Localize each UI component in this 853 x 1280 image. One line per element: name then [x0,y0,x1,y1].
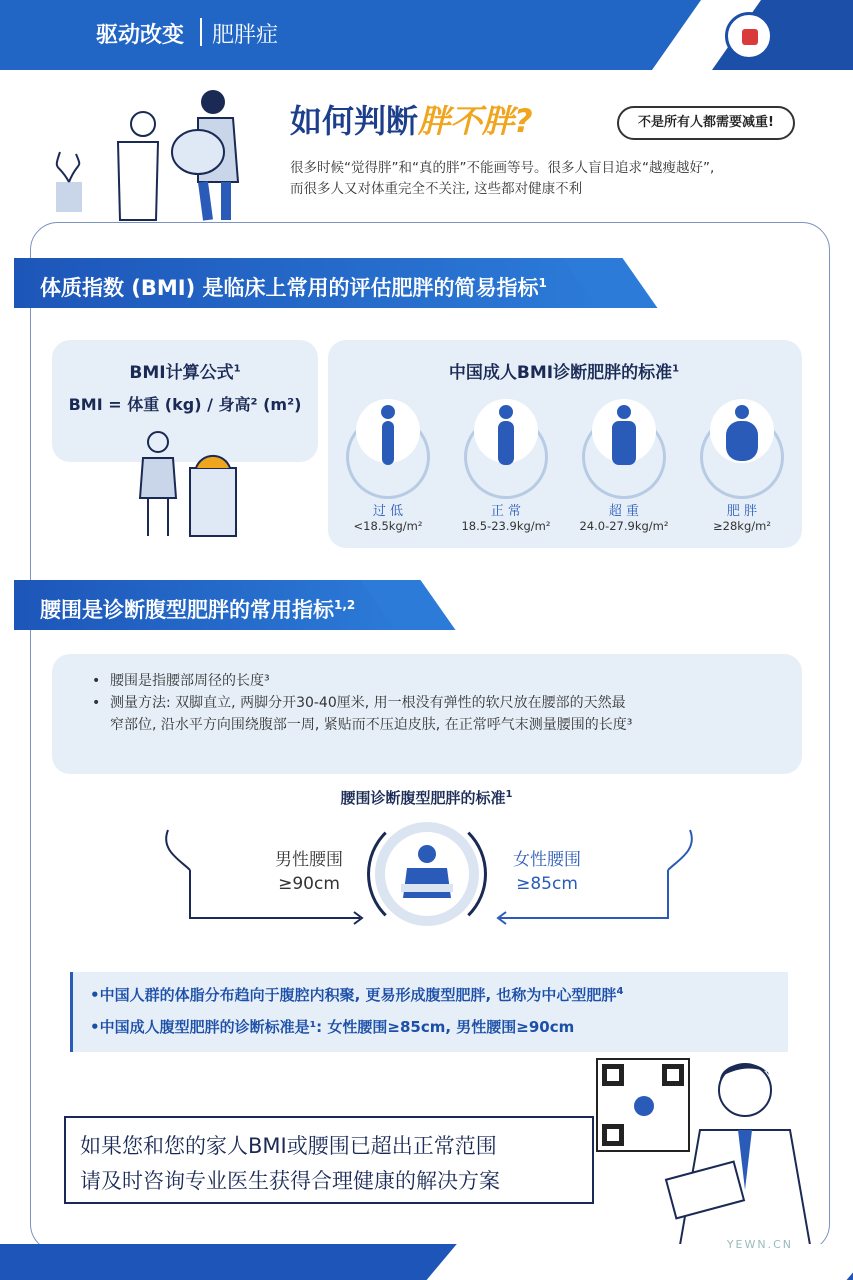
waist-bullets [92,670,792,736]
bottom-banner [0,1244,853,1280]
bmi-section-banner [14,258,610,308]
category-name: 肥 胖 [726,504,758,519]
bmi-formula-title: BMI计算公式$^1$ [129,363,241,383]
male-waist-label: 男性腰围 ≥90cm [275,850,343,894]
bmi-banner-text: 体质指数 (BMI) 是临床上常用的评估肥胖的简易指标 [40,276,539,300]
hospital-logo-icon [725,12,773,60]
key-point-2: •中国成人腹型肥胖的诊断标准是¹: 女性腰围≥85cm, 男性腰围≥90cm [90,1018,575,1036]
bullet-item: • 测量方法: 双脚直立, 两脚分开30-40厘米, 用一根没有弹性的软尺放在腰部的天然最 窄部位, 沿水平方向围绕腹部一周, 紧贴而不压迫皮肤, 在正常呼气末测量腰围的长度³ [92,692,792,736]
bmi-category-underweight [338,395,438,535]
bmi-banner-ref: 1 [538,276,547,290]
intro-line-1: 很多时候“觉得胖”和“真的胖”不能画等号。很多人盲目追求“越瘦越好”, [290,160,715,176]
bmi-standard-title: 中国成人BMI诊断肥胖的标准$^1$ [448,363,680,383]
bmi-category-obese [692,395,792,535]
bmi-category-normal [456,395,556,535]
category-range: ≥28kg/m² [713,519,771,533]
scale-illustration-icon [118,428,268,540]
headline-highlight: 胖不胖? [418,102,533,140]
key-point-1: •中国人群的体脂分布趋向于腹腔内积聚, 更易形成腹型肥胖, 也称为中心型肥胖$^4$ [90,986,624,1004]
banner-subtitle: 肥胖症 [212,23,279,48]
waist-section-banner [14,580,408,630]
intro-text [290,158,800,200]
bmi-category-overweight [574,395,674,535]
category-range: 18.5-23.9kg/m² [461,519,551,533]
female-waist-label: 女性腰围 ≥85cm [513,850,581,894]
category-name: 正 常 [490,504,522,519]
top-banner [0,0,853,70]
watermark: YEWN.CN [726,1238,793,1251]
cta-line-1: 如果您和您的家人BMI或腰围已超出正常范围 [80,1134,497,1158]
waist-banner-text: 腰围是诊断腹型肥胖的常用指标 [40,598,334,622]
banner-separator [200,18,202,46]
doctor-patient-illustration-icon [48,82,268,222]
category-name: 过 低 [372,504,404,519]
doctor-illustration-icon [650,1050,830,1250]
speech-bubble: 不是所有人都需要减重! [617,106,795,140]
waist-standard-title: 腰围诊断腹型肥胖的标准$^1$ [340,789,513,807]
headline-text: 如何判断 [290,102,419,140]
banner-title: 驱动改变 [96,23,185,48]
intro-line-2: 而很多人又对体重完全不关注, 这些都对健康不利 [290,181,583,197]
cta-line-2: 请及时咨询专业医生获得合理健康的解决方案 [80,1169,500,1193]
page-headline [290,96,533,142]
category-range: 24.0-27.9kg/m² [579,519,669,533]
category-range: <18.5kg/m² [353,519,423,533]
category-name: 超 重 [608,504,640,519]
bmi-formula: BMI = 体重 (kg) / 身高² (m²) [68,395,302,414]
waist-measure-icon [375,822,479,926]
bullet-item: • 腰围是指腰部周径的长度³ [92,670,792,692]
waist-banner-ref: 1,2 [334,598,356,612]
